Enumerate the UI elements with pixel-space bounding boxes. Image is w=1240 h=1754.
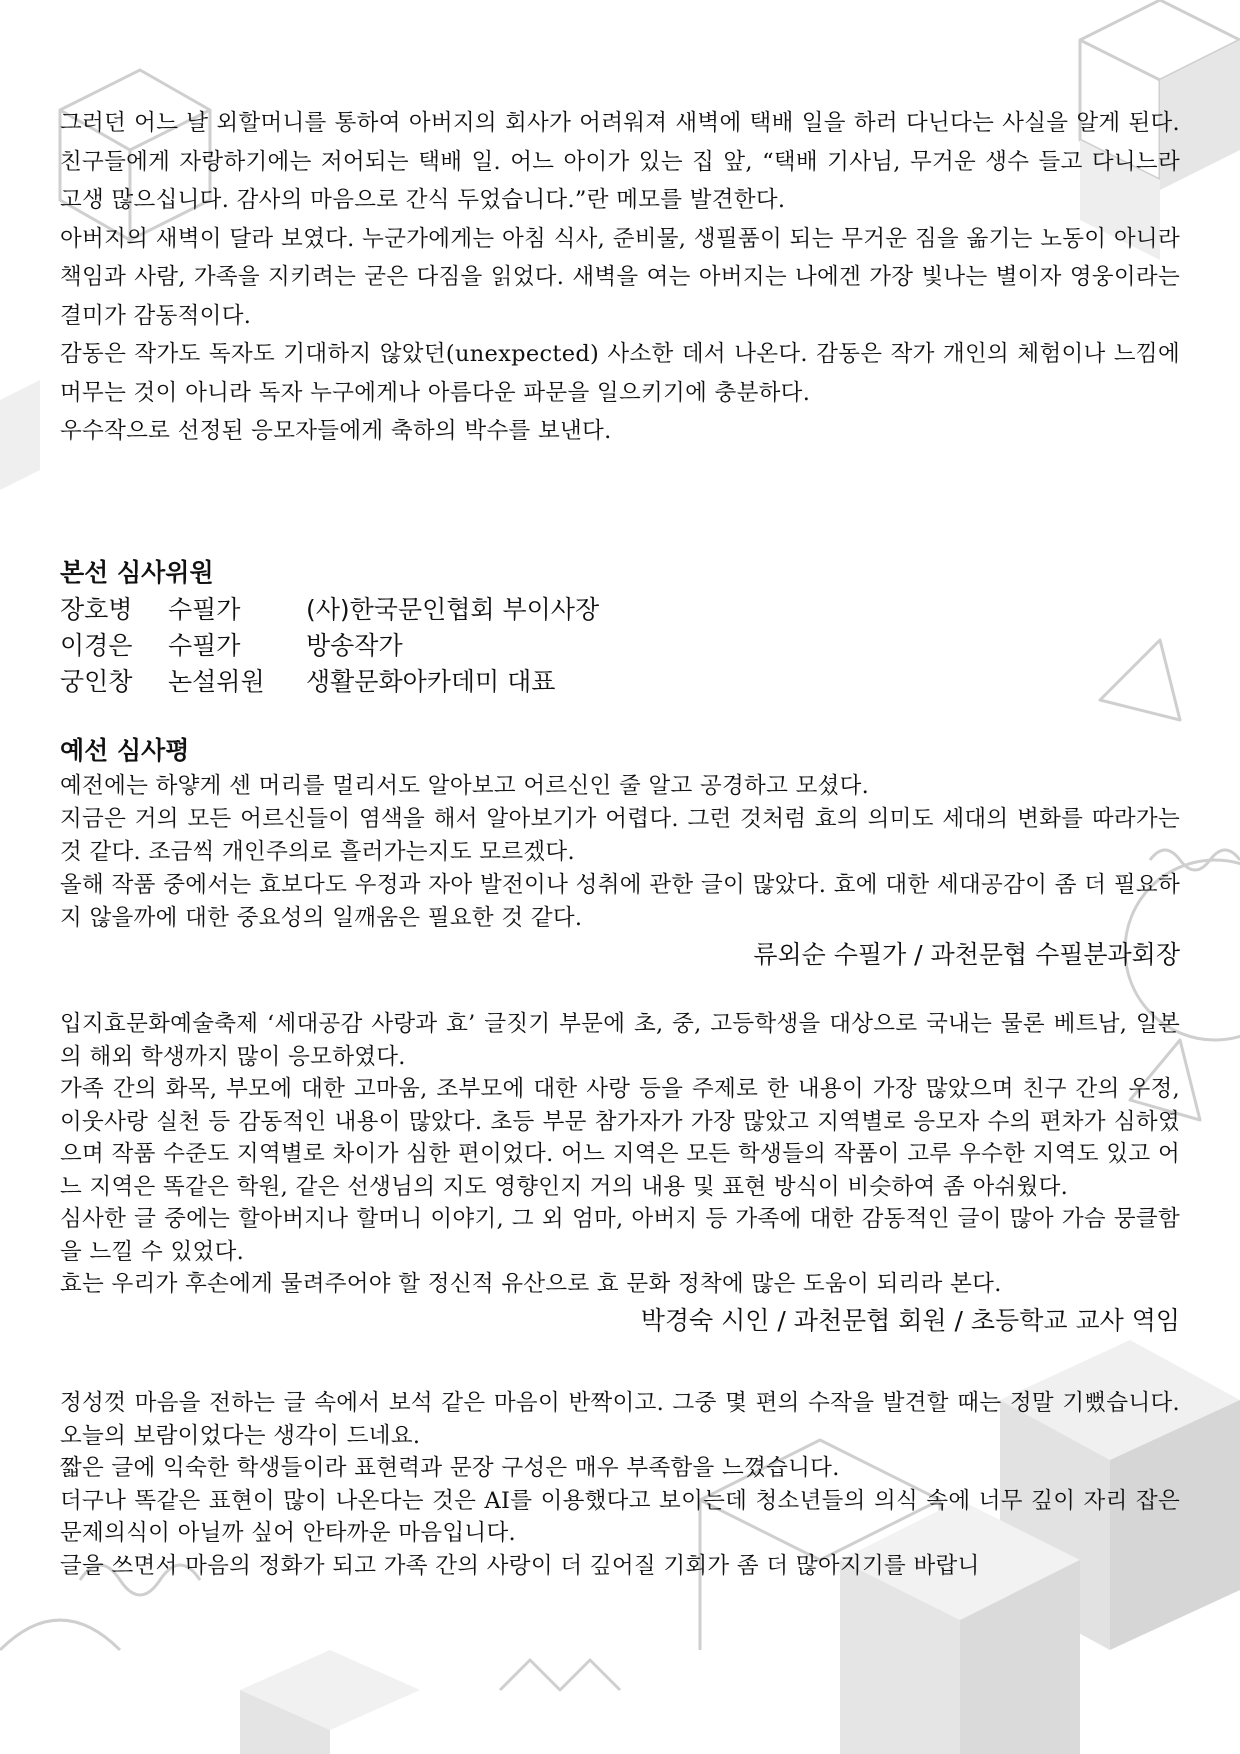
prelim-heading: 예선 심사평 bbox=[60, 736, 190, 765]
prelim-review-3 bbox=[60, 1387, 1180, 1582]
review-paragraph: 입지효문화예술축제 ‘세대공감 사랑과 효’ 글짓기 부문에 초, 중, 고등학생을 대상으로 국내는 물론 베트남, 일본의 해외 학생까지 많이 응모하였다. bbox=[60, 1011, 1180, 1070]
review-paragraph: 아버지의 새벽이 달라 보였다. 누군가에게는 아침 식사, 준비물, 생필품이 되는 무거운 짐을 옮기는 노동이 아니라 책임과 사람, 가족을 지키려는 굳은 다짐을 읽었다. 새벽을 여는 아버지는 나에겐 가장 빛나는 별이자 영웅이라는 결미가 감동적이다. bbox=[60, 225, 1180, 329]
prelim-review-2 bbox=[60, 1008, 1180, 1339]
judge-role: 수필가 bbox=[168, 631, 241, 660]
curve-bottomleft bbox=[0, 1620, 120, 1650]
judge-role: 논설위원 bbox=[168, 667, 265, 696]
judge-affiliation: 방송작가 bbox=[306, 631, 403, 660]
main-review-section bbox=[60, 104, 1180, 451]
review-paragraph: 그러던 어느 날 외할머니를 통하여 아버지의 회사가 어려워져 새벽에 택배 일을 하러 다닌다는 사실을 알게 된다. 친구들에게 자랑하기에는 저어되는 택배 일. 어느 아이가 있는 집 앞, “택배 기사님, 무거운 생수 들고 다니느라 고생 많으십니다. 감사의 마음으로 간식 두었습니다.”란 메모를 발견한다. bbox=[60, 110, 1180, 213]
judge-affiliation: (사)한국문인협회 부이사장 bbox=[306, 595, 600, 624]
reviewer-signature: 류외순 수필가 / 과천문협 수필분과회장 bbox=[753, 940, 1180, 969]
judge-affiliation: 생활문화아카데미 대표 bbox=[306, 667, 556, 696]
review-paragraph: 짧은 글에 익숙한 학생들이라 표현력과 문장 구성은 매우 부족함을 느꼈습니다. bbox=[60, 1455, 840, 1481]
review-paragraph: 더구나 똑같은 표현이 많이 나온다는 것은 AI를 이용했다고 보이는데 청소년들의 의식 속에 너무 깊이 자리 잡은 문제의식이 아닐까 싶어 안타까운 마음입니다. bbox=[60, 1487, 1180, 1546]
judge-row bbox=[60, 592, 1180, 628]
zigzag-bottom bbox=[500, 1660, 620, 1690]
reviewer-signature: 박경숙 시인 / 과천문협 회원 / 초등학교 교사 역임 bbox=[640, 1305, 1180, 1335]
cube-fill-midleft bbox=[0, 380, 40, 490]
review-paragraph: 지금은 거의 모든 어르신들이 염색을 해서 알아보기가 어렵다. 그런 것처럼 효의 의미도 세대의 변화를 따라가는 것 같다. 조금씩 개인주의로 흘러가는지도 모르겠다. bbox=[60, 806, 1180, 865]
review-paragraph: 감동은 작가도 독자도 기대하지 않았던(unexpected) 사소한 데서 나온다. 감동은 작가 개인의 체험이나 느낌에 머무는 것이 아니라 독자 누구에게나 아름다운 파문을 일으키기에 충분하다. bbox=[60, 341, 1180, 406]
review-paragraph: 우수작으로 선정된 응모자들에게 축하의 박수를 보낸다. bbox=[60, 418, 612, 444]
judge-row bbox=[60, 628, 1180, 664]
review-paragraph: 올해 작품 중에서는 효보다도 우정과 자아 발전이나 성취에 관한 글이 많았다. 효에 대한 세대공감이 좀 더 필요하지 않을까에 대한 중요성의 일깨움은 필요한 것 같다. bbox=[60, 872, 1180, 931]
judges-section bbox=[60, 554, 1180, 700]
review-paragraph: 효는 우리가 후손에게 물려주어야 할 정신적 유산으로 효 문화 정착에 많은 도움이 되리라 본다. bbox=[60, 1271, 1002, 1297]
judge-row bbox=[60, 664, 1180, 700]
judge-name: 장호병 bbox=[60, 595, 133, 624]
judge-role: 수필가 bbox=[168, 595, 241, 624]
review-paragraph: 가족 간의 화목, 부모에 대한 고마움, 조부모에 대한 사랑 등을 주제로 한 내용이 가장 많았으며 친구 간의 우정, 이웃사랑 실천 등 감동적인 내용이 많았다. 초등 부문 참가자가 가장 많았고 지역별로 응모자 수의 편차가 심하였으며 작품 수준도 지역별로 차이가 심한 편이었다. 어느 지역은 모든 학생들의 작품이 고루 우수한 지역도 있고 어느 지역은 똑같은 학원, 같은 선생님의 지도 영향인지 거의 내용 및 표현 방식이 비슷하여 좀 아쉬웠다. bbox=[60, 1076, 1180, 1200]
review-paragraph: 심사한 글 중에는 할아버지나 할머니 이야기, 그 외 엄마, 아버지 등 가족에 대한 감동적인 글이 많아 가슴 뭉클함을 느낄 수 있었다. bbox=[60, 1206, 1180, 1265]
review-paragraph: 정성껏 마음을 전하는 글 속에서 보석 같은 마음이 반짝이고. 그중 몇 편의 수작을 발견할 때는 정말 기뻤습니다. 오늘의 보람이었다는 생각이 드네요. bbox=[60, 1390, 1180, 1449]
judge-name: 궁인창 bbox=[60, 667, 133, 696]
review-paragraph: 글을 쓰면서 마음의 정화가 되고 가족 간의 사랑이 더 깊어질 기회가 좀 더 많아지기를 바랍니 bbox=[60, 1552, 980, 1579]
review-paragraph: 예전에는 하얗게 센 머리를 멀리서도 알아보고 어르신인 줄 알고 공경하고 모셨다. bbox=[60, 773, 870, 799]
judges-list bbox=[60, 592, 1180, 700]
judges-heading: 본선 심사위원 bbox=[60, 558, 214, 587]
judge-name: 이경은 bbox=[60, 631, 133, 660]
prelim-review-1 bbox=[60, 732, 1180, 973]
